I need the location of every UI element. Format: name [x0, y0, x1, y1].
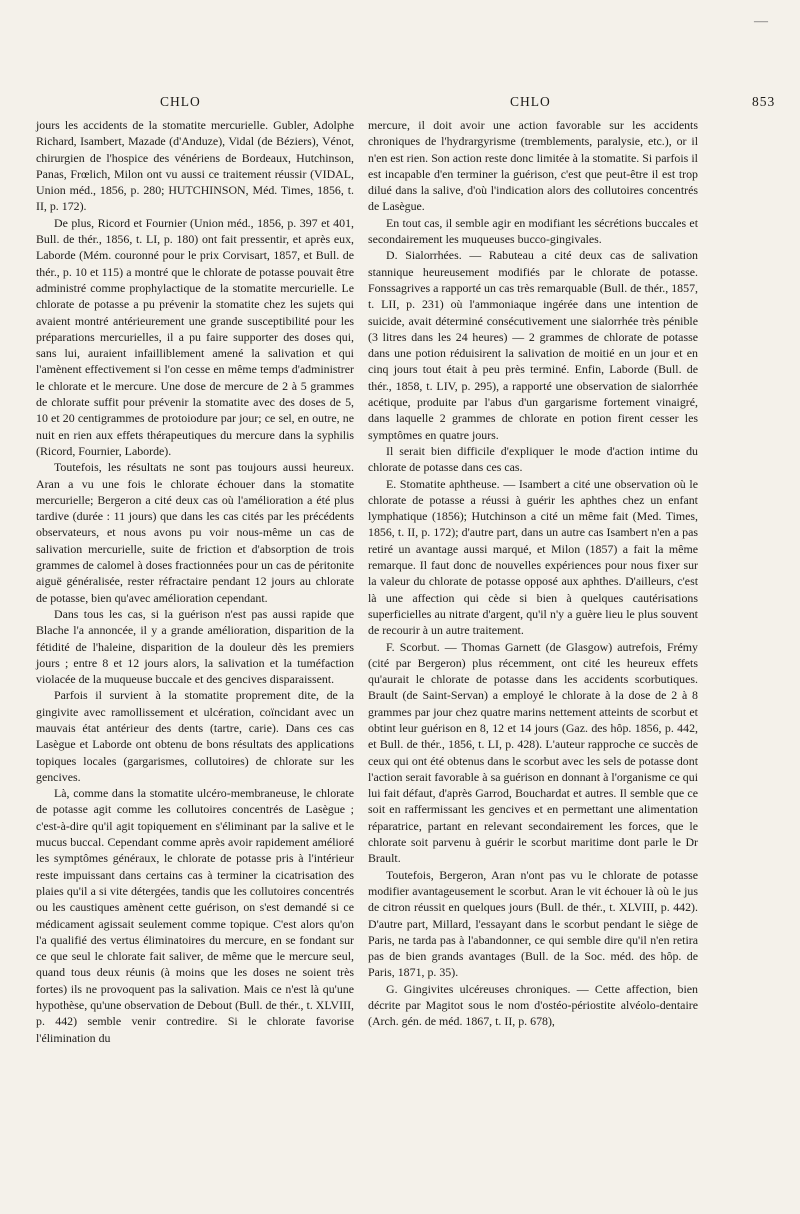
- running-head-right: CHLO: [510, 94, 551, 109]
- paragraph: mercure, il doit avoir une action favorable sur les accidents chroniques de l'hydrargyrisme (tremblements, paralysie, etc.), or il n'en est rien. Son action reste donc limitée à la stomatite. Si parfois il est incapable d'en terminer la guérison, c'est que peut-être il est trop dilué dans la salive, d'où l'indication alors des collutoires concentrés de Lasègue.: [368, 118, 698, 214]
- right-column: [368, 117, 698, 1030]
- left-column: [36, 117, 354, 1046]
- paragraph: Parfois il survient à la stomatite proprement dite, de la gingivite avec ramollissement et ulcération, coïncidant avec un mauvais état antérieur des dents (tartre, carie). Dans ces cas Lasègue et Laborde ont obtenu de bons résultats des applications topiques locales (gargarismes, collutoires) de chlorate sur les gencives.: [36, 688, 354, 784]
- running-head-left: CHLO: [160, 94, 201, 109]
- paragraph: G. Gingivites ulcéreuses chroniques. — Cette affection, bien décrite par Magitot sous le nom d'ostéo-périostite alvéolo-dentaire (Arch. gén. de méd. 1867, t. II, p. 678),: [368, 981, 698, 1029]
- paragraph: D. Sialorrhées. — Rabuteau a cité deux cas de salivation stannique heureusement modifiés par le chlorate de potasse. Fonssagrives a rapporté un cas très remarquable (Bull. de thér., 1857, t. LII, p. 231) où l'ammoniaque ingérée dans une intention de suicide, avait déterminé consécutivement une sialorrhée très pénible (3 litres dans les 24 heures) — 2 grammes de chlorate de potasse dans une potion réduisirent la salivation de moitié en un jour et en cinq jours tout était à peu près terminé. Enfin, Laborde (Bull. de thér., 1858, t. LIV, p. 295), a rapporté une observation de sialorrhée acétique, produite par l'abus d'un gargarisme fortement vinaigré, dans laquelle 2 grammes de chlorate en potion firent cesser les symptômes en quatre jours.: [368, 248, 698, 442]
- paragraph: Toutefois, Bergeron, Aran n'ont pas vu le chlorate de potasse modifier avantageusement le scorbut. Aran le vit échouer là où le jus de citron réussit en quelques jours (Bull. de thér., t. XLVIII, p. 442). D'autre part, Millard, l'essayant dans le scorbut pendant le siège de Paris, ne tarda pas à l'abandonner, ce qui semble dire qu'il n'en retira pas de bien grands avantages (Bull. de la Soc. méd. des hôp. de Paris, 1871, p. 35).: [368, 867, 698, 980]
- paragraph: En tout cas, il semble agir en modifiant les sécrétions buccales et secondairement les muqueuses bucco-gingivales.: [368, 215, 698, 247]
- paragraph: Là, comme dans la stomatite ulcéro-membraneuse, le chlorate de potasse agit comme les collutoires concentrés de Lasègue ; c'est-à-dire qu'il agit topiquement en s'éliminant par la salive et le mucus buccal. Cependant comme après avoir rapidement amélioré les symptômes généraux, le chlorate de potasse pris à l'intérieur reste impuissant dans certains cas à terminer la cicatrisation des plaies qu'il a si vite détergées, tandis que les collutoires concentrés ou les caustiques amènent cette guérison, on s'est demandé si ce médicament agissait seulement comme topique. C'est alors qu'on l'a qualifié des vertus éliminatoires du mercure, en se fondant sur ce que seul le chlorate fait saliver, de même que le mercure seul, quand tous deux réunis (à moins que les doses ne soient très fortes) ils ne provoquent pas la salivation. Mais ce n'est là qu'une hypothèse, qu'une observation de Debout (Bull. de thér., t. XLVIII, p. 442) semble venir contredire. Si le chlorate favorise l'élimination du: [36, 786, 354, 1045]
- paragraph: jours les accidents de la stomatite mercurielle. Gubler, Adolphe Richard, Isambert, Mazade (d'Anduze), Vidal (de Béziers), Vénot, chirurgien de l'hospice des vénériens de Bordeaux, Hutchinson, Panas, Frœlich, Milon ont vu aussi ce traitement réussir (VIDAL, Union méd., 1856, p. 280; HUTCHINSON, Méd. Times, 1856, t. II, p. 172).: [36, 118, 354, 214]
- top-mark: —: [754, 14, 768, 29]
- paragraph: Toutefois, les résultats ne sont pas toujours aussi heureux. Aran a vu une fois le chlorate échouer dans la stomatite mercurielle; Bergeron a cité deux cas où l'amélioration a été plus tardive (durée : 11 jours) que dans les cas cités par les précédents observateurs, et nous avons pu voir nous-même un cas de salivation mercurielle, suite de friction et d'absorption de trois grammes de calomel à doses fractionnées pour un cas de péritonite aiguë généralisée, rester réfractaire pendant 12 jours au chlorate de potasse, bien qu'avec amélioration cependant.: [36, 460, 354, 605]
- paragraph: F. Scorbut. — Thomas Garnett (de Glasgow) autrefois, Frémy (cité par Bergeron) plus récemment, ont cité les heureux effets qu'aurait le chlorate de potasse dans les accidents scorbutiques. Brault (de Saint-Servan) a employé le chlorate à la dose de 2 à 8 grammes par jour chez quatre marins nettement atteints de scorbut et obtint leur guérison en 8, 12 et 14 jours (Gaz. des hôp. 1856, p. 442, et Bull. de thér., 1856, t. LI, p. 428). L'auteur rapproche ce succès de ceux qui ont été obtenus dans le scorbut avec les sels de potasse dont l'action serait favorable à sa guérison en donnant à l'organisme ce qui lui fait défaut, d'après Garrod, Bouchardat et autres. Il semble que ce soit en raffermissant les gencives et en permettant une alimentation réparatrice, partant en relevant secondairement les forces, que le chlorate soit parvenu à guérir le scorbut maritime dont parle le Dr Brault.: [368, 639, 698, 866]
- paragraph: De plus, Ricord et Fournier (Union méd., 1856, p. 397 et 401, Bull. de thér., 1856, t. LI, p. 180) ont fait pressentir, et après eux, Laborde (Mém. couronné pour le prix Corvisart, 1857, et Bull. de thér., p. 10 et 115) a montré que le chlorate de potasse pouvait être administré comme prophylactique de la stomatite mercurielle. Le chlorate de potasse a pu prévenir la stomatite chez les sujets qui avaient montré antérieurement une grande susceptibilité pour les préparations mercurielles, il a pu faire supporter des doses qui, sans lui, auraient infailliblement amené la salivation et qui l'amènent effectivement si l'on cesse en même temps d'administrer le chlorate et le mercure. Une dose de mercure de 2 à 5 grammes de chlorate suffit pour prévenir la stomatite avec des doses de 5, 10 et 20 centigrammes de protoiodure par jour; ce sel, en outre, ne nuit en rien aux effets thérapeutiques du mercure dans la syphilis (Ricord, Fournier, Laborde).: [36, 215, 354, 458]
- page-number: 853: [752, 94, 776, 109]
- paragraph: Dans tous les cas, si la guérison n'est pas aussi rapide que Blache l'a annoncée, il y a grande amélioration, disparition de la fétidité de l'haleine, disparition de la douleur dès les premiers jours ; entre 8 et 12 jours alors, la salivation et la tuméfaction violacée de la muqueuse buccale et des gencives disparaissent.: [36, 606, 354, 687]
- paragraph: Il serait bien difficile d'expliquer le mode d'action intime du chlorate de potasse dans ces cas.: [368, 443, 698, 475]
- paragraph: E. Stomatite aphtheuse. — Isambert a cité une observation où le chlorate de potasse a réussi à guérir les aphthes chez un enfant lymphatique (1856); Hutchinson a cité un même fait (Med. Times, 1856, t. II, p. 172); d'autre part, dans un autre cas Isambert n'en a pas retiré un avantage aussi marqué, et Milon (1857) a fait la même remarque. Il faut donc de nouvelles expériences pour nous fixer sur la valeur du chlorate de potasse opposé aux aphthes. D'ailleurs, c'est là une affection qui cède si bien à quelques cautérisations superficielles au nitrate d'argent, qu'il n'y a guère lieu le plus souvent de recourir à un autre traitement.: [368, 476, 698, 638]
